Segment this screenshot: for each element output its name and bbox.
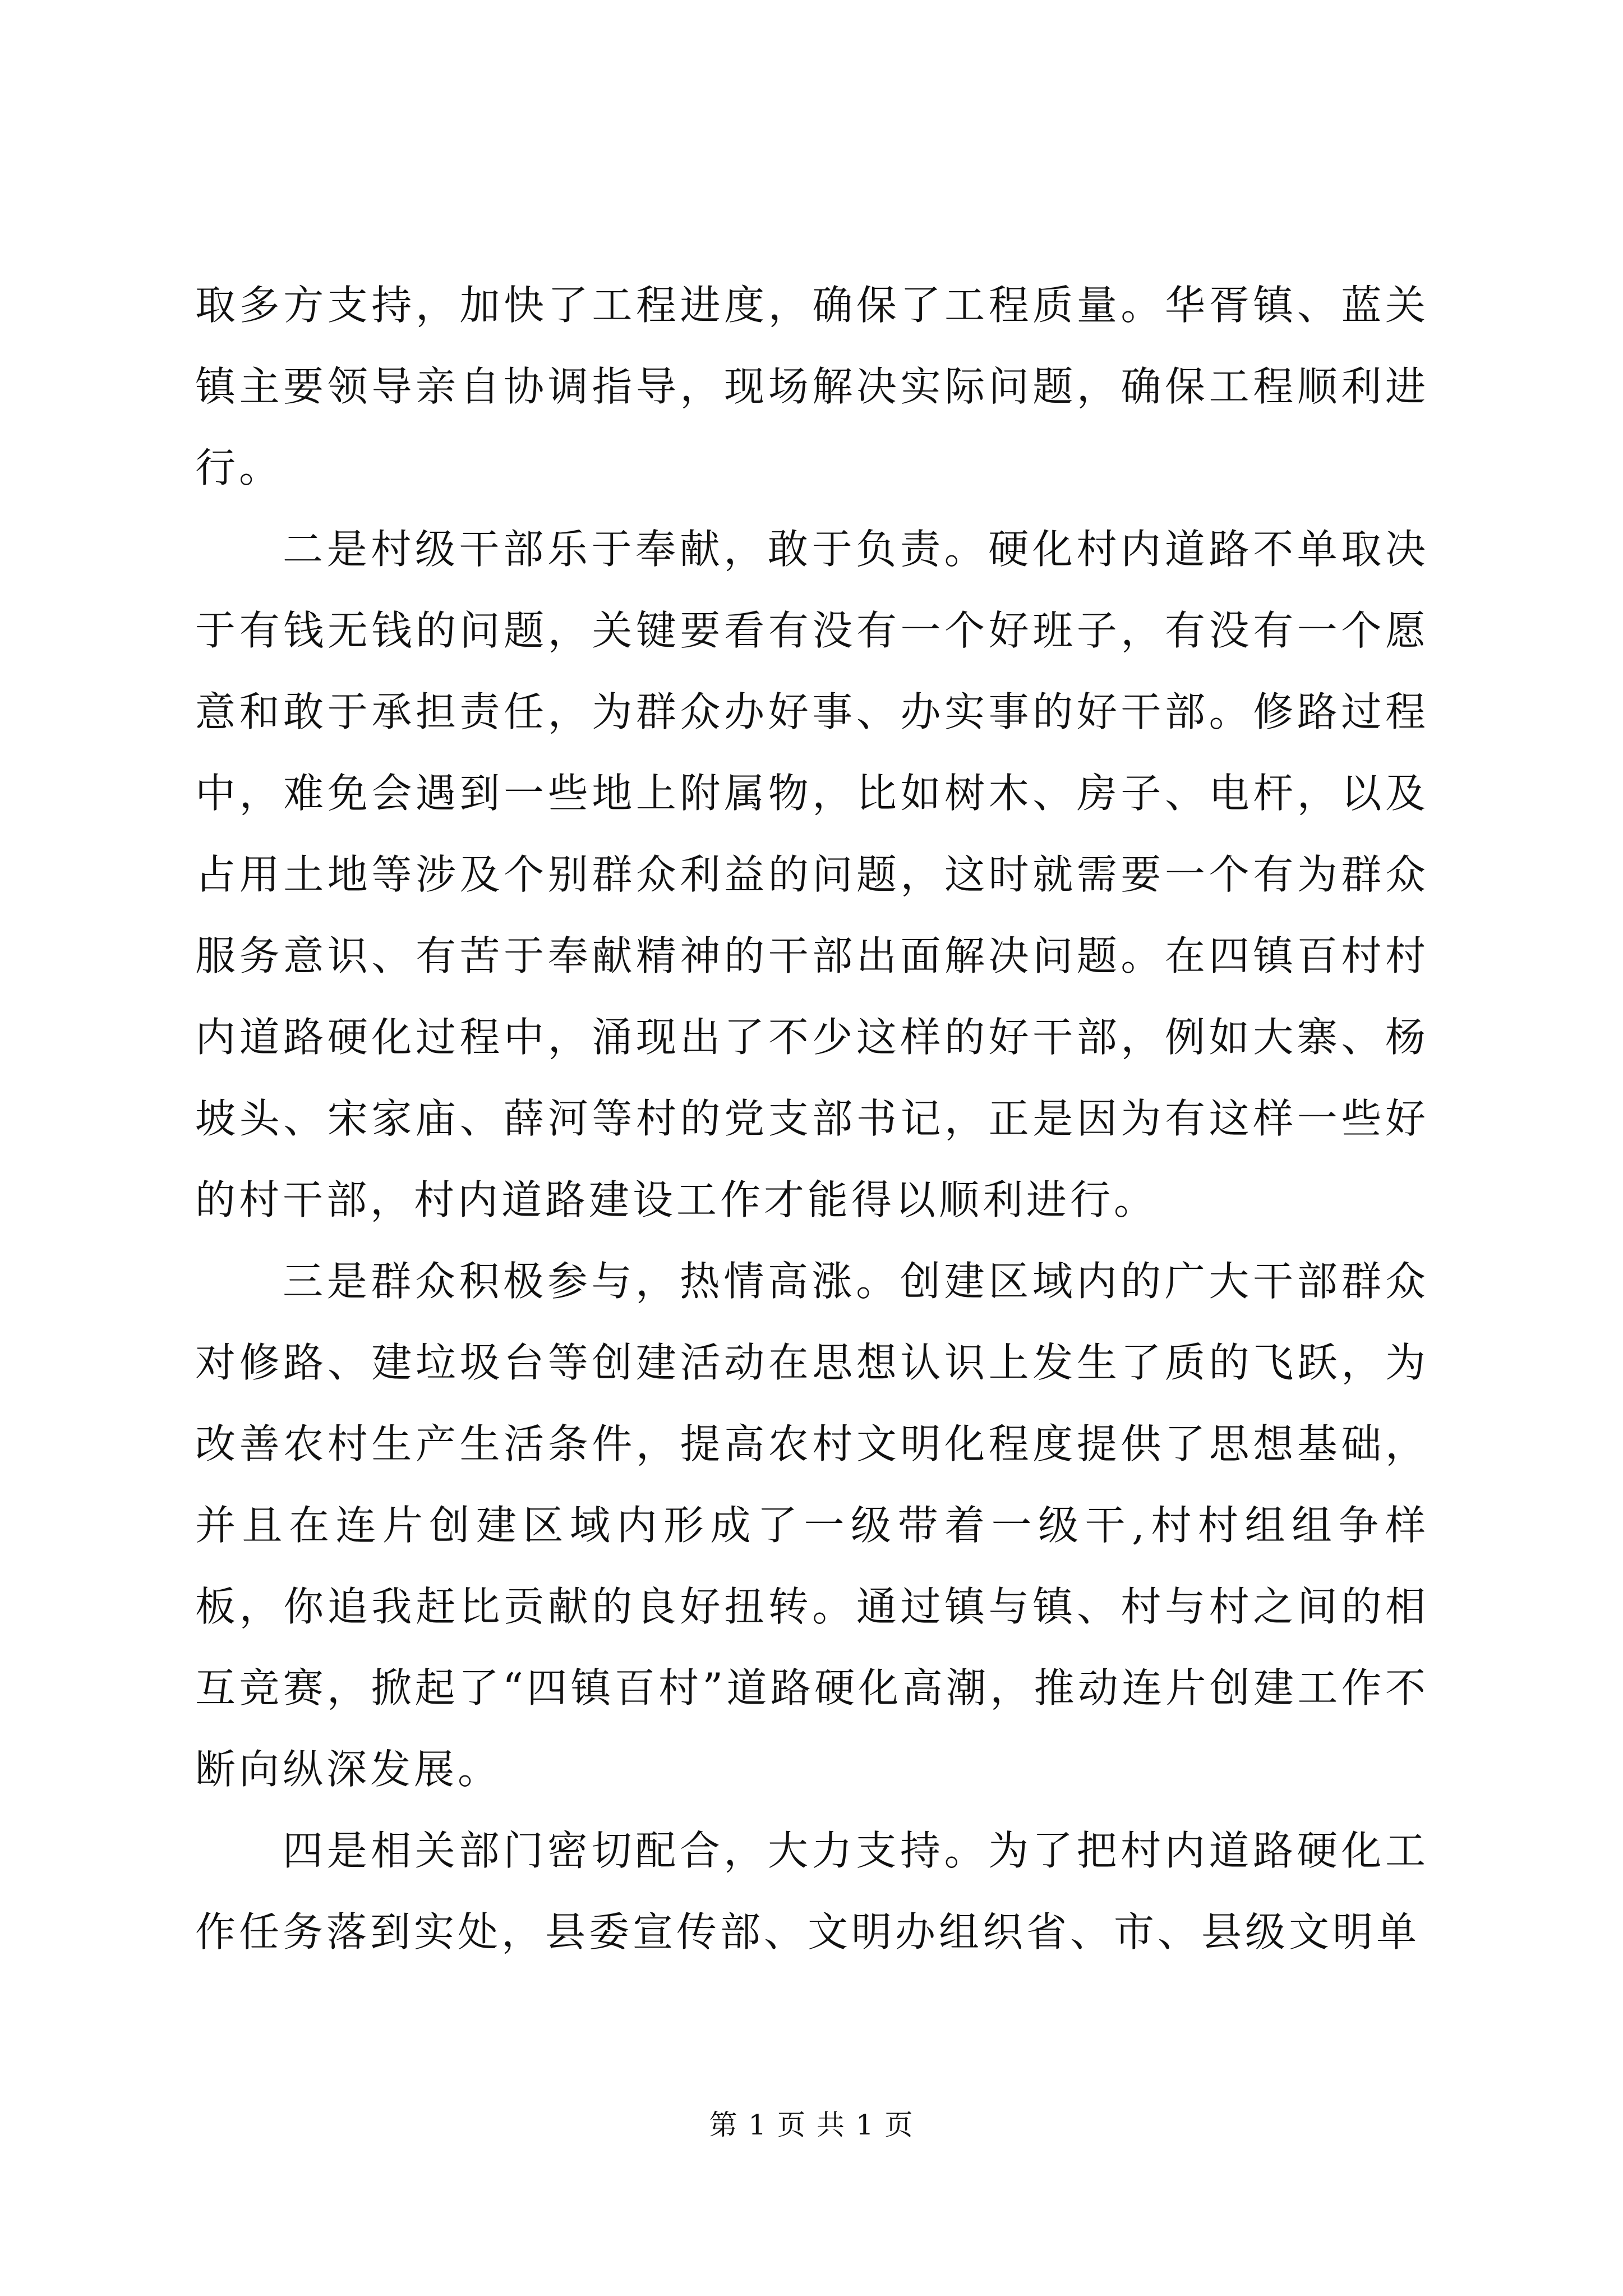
paragraph-continued: 取多方支持，加快了工程进度，确保了工程质量。华胥镇、蓝关镇主要领导亲自协调指导，现场解决实际问题，确保工程顺利进行。	[195, 282, 1429, 491]
page-number-footer: 第 1 页 共 1 页	[709, 2109, 914, 2141]
paragraph-masses: 三是群众积极参与，热情高涨。创建区域内的广大干部群众对修路、建垃圾台等创建活动在思想认识上发生了质的飞跃，为改善农村生产生活条件，提高农村文明化程度提供了思想基础，并且在连片创建区域内形成了一级带着一级干,村村组组争样板，你追我赶比贡献的良好扭转。通过镇与镇、村与村之间的相互竞赛，掀起了“四镇百村”道路硬化高潮，推动连片创建工作不断向纵深发展。	[195, 1258, 1429, 1793]
paragraph-cadres: 二是村级干部乐于奉献，敢于负责。硬化村内道路不单取决于有钱无钱的问题，关键要看有没有一个好班子，有没有一个愿意和敢于承担责任，为群众办好事、办实事的好干部。修路过程中，难免会遇到一些地上附属物，比如树木、房子、电杆，以及占用土地等涉及个别群众利益的问题，这时就需要一个有为群众服务意识、有苦于奉献精神的干部出面解决问题。在四镇百村村内道路硬化过程中，涌现出了不少这样的好干部，例如大寨、杨坡头、宋家庙、薛河等村的党支部书记，正是因为有这样一些好的村干部，村内道路建设工作才能得以顺利进行。	[195, 526, 1429, 1223]
paragraph-departments: 四是相关部门密切配合，大力支持。为了把村内道路硬化工作任务落到实处，县委宣传部、文明办组织省、市、县级文明单	[195, 1827, 1429, 1955]
document-body	[195, 265, 1429, 1973]
